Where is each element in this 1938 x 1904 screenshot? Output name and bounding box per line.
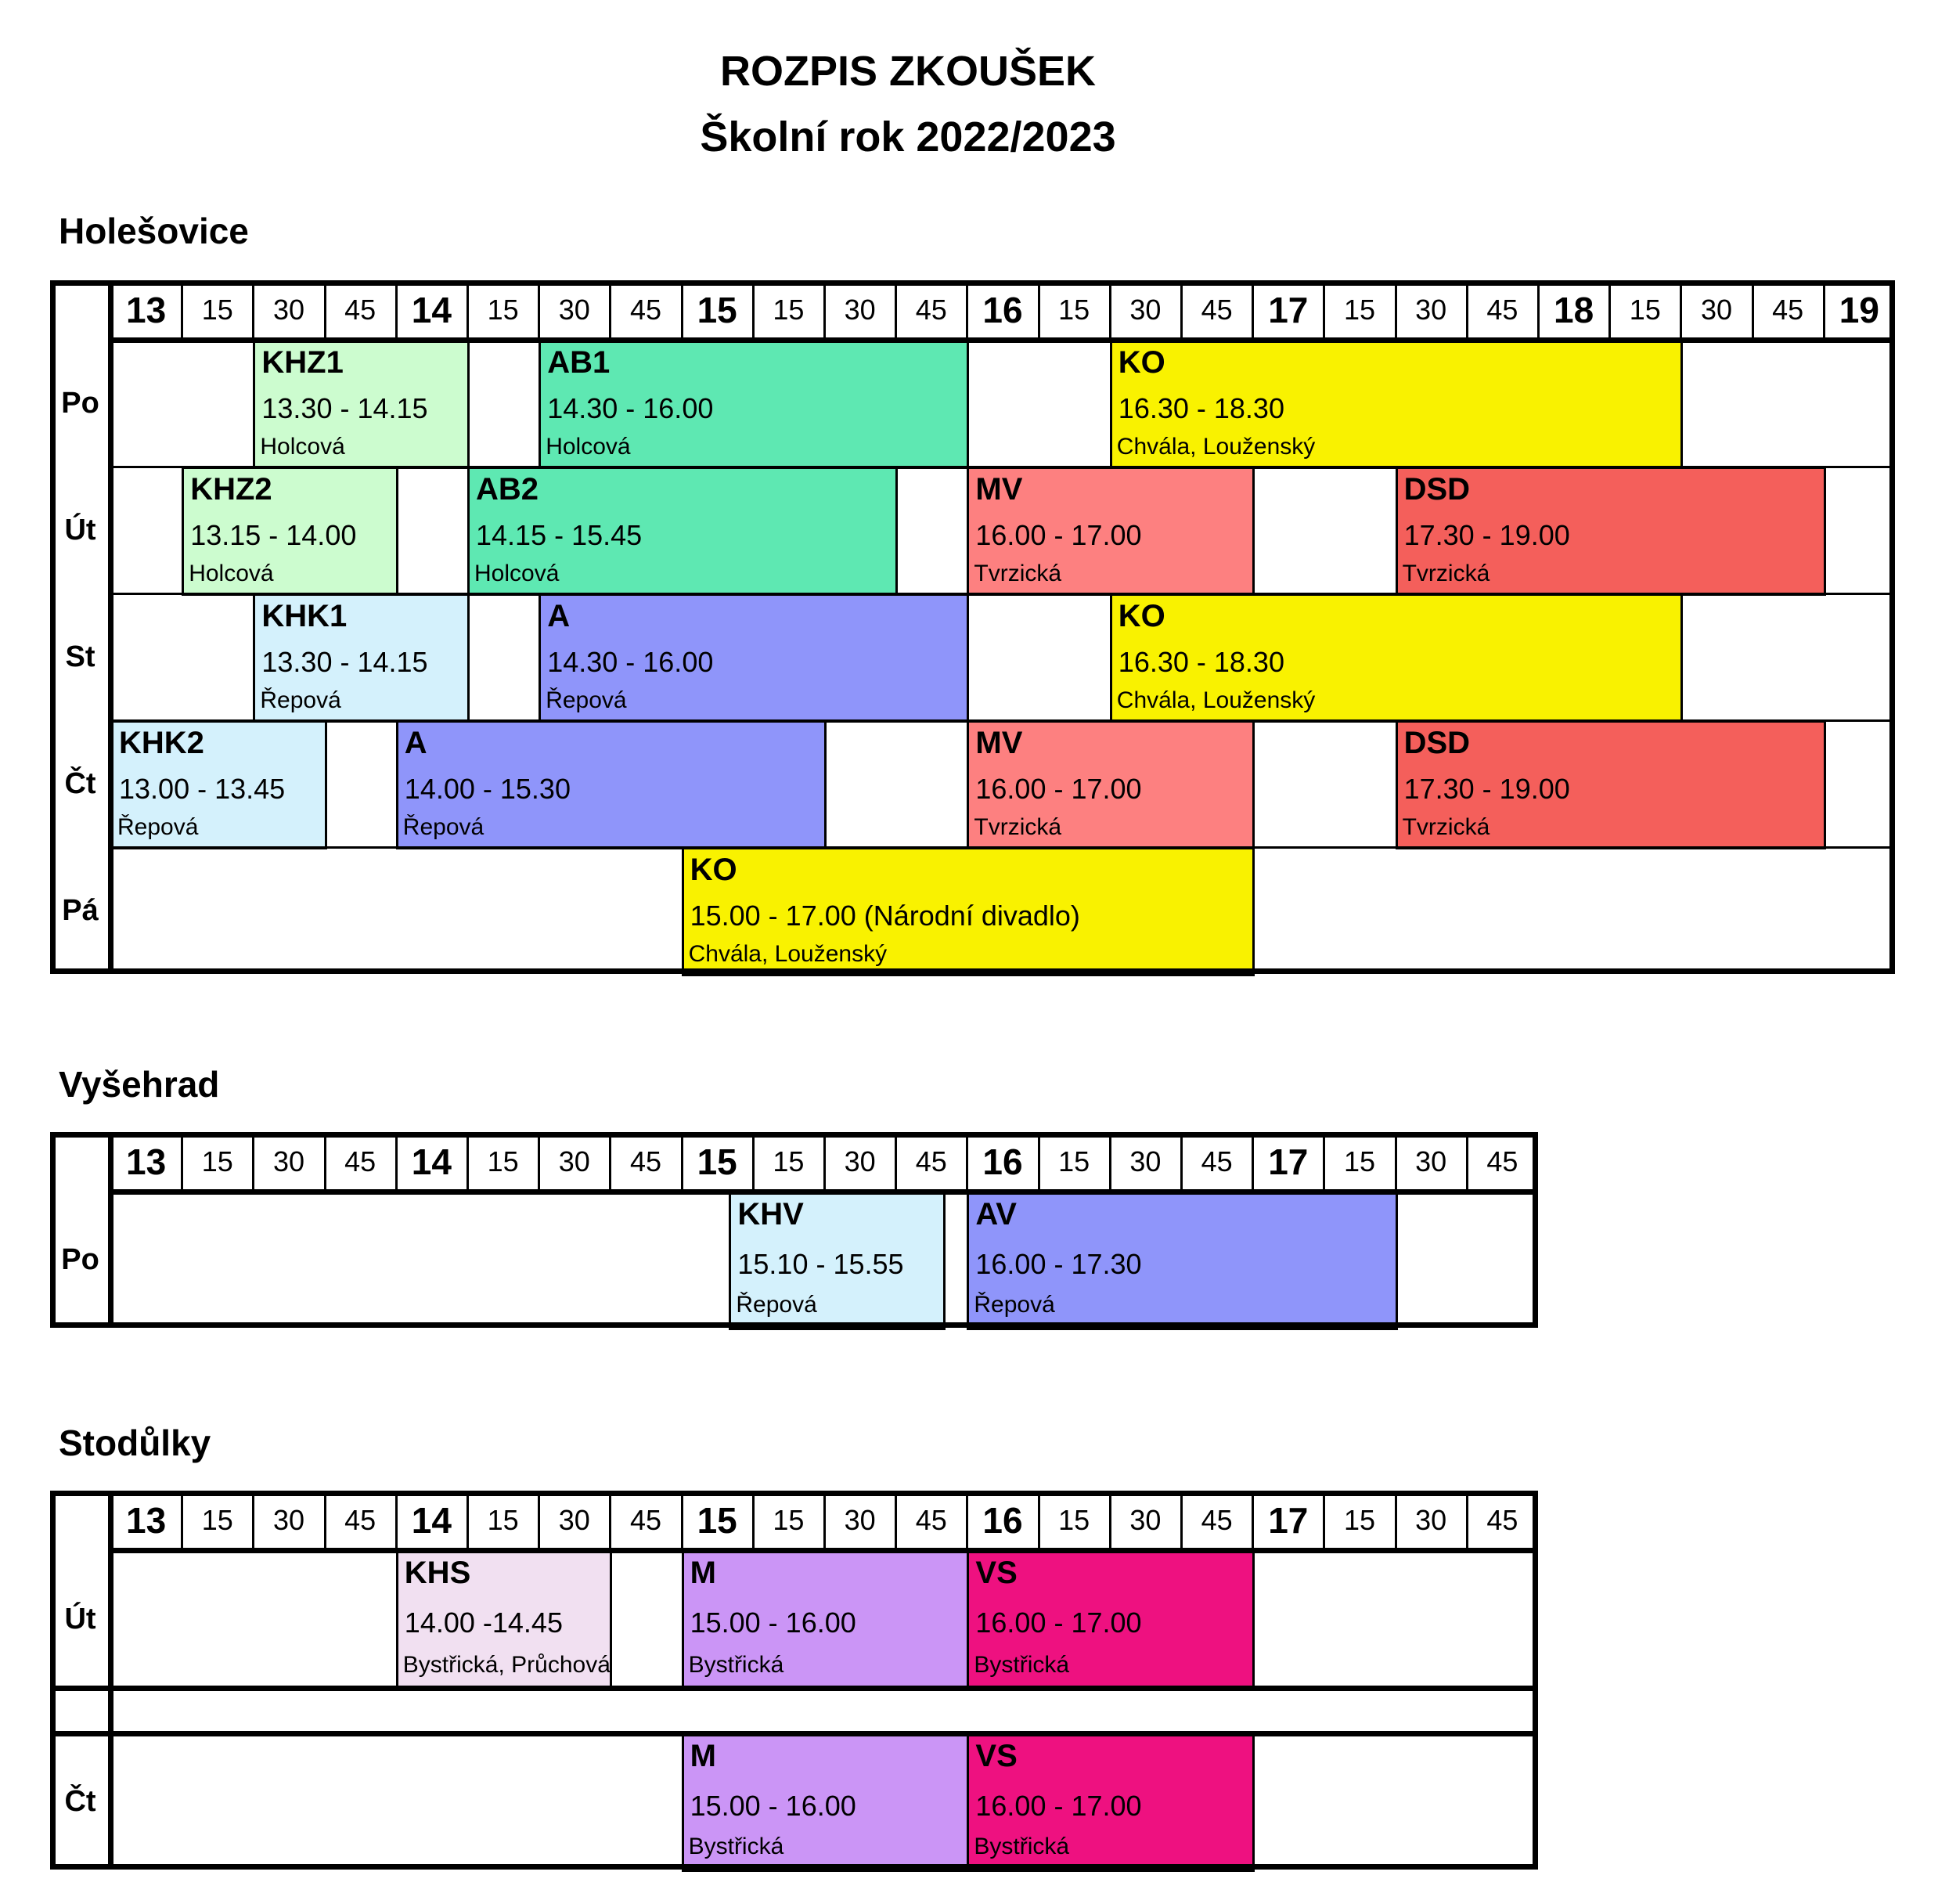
exam-teacher: Bystřická	[974, 1834, 1070, 1859]
exam-teacher: Tvrzická	[974, 561, 1062, 586]
time-tick-label: 16	[982, 290, 1023, 330]
time-tick-label: 15	[697, 1500, 737, 1541]
exam-teacher: Bystřická	[688, 1834, 784, 1859]
time-tick-label: 17	[1268, 1141, 1309, 1182]
schedule-grid-holesovice	[50, 280, 1895, 974]
day-label: Čt	[64, 766, 96, 800]
exam-teacher: Bystřická	[688, 1652, 784, 1678]
time-tick-label: 15	[1058, 1145, 1090, 1177]
day-label: Po	[61, 386, 99, 420]
time-tick-label: 45	[344, 1145, 376, 1177]
exam-time: 14.15 - 15.45	[476, 519, 643, 551]
time-tick-label: 45	[1201, 1504, 1233, 1536]
time-tick-label: 15	[773, 294, 805, 326]
time-tick-label: 14	[411, 290, 452, 330]
time-tick-label: 15	[697, 1141, 737, 1182]
exam-teacher: Řepová	[974, 1292, 1055, 1318]
time-tick-label: 30	[1415, 294, 1447, 326]
grid-frame	[50, 280, 1895, 974]
exam-teacher: Holcová	[260, 434, 345, 460]
exam-code: A	[404, 726, 427, 760]
exam-time: 15.00 - 17.00 (Národní divadlo)	[690, 900, 1080, 932]
exam-code: KO	[1118, 599, 1165, 633]
time-tick-label: 14	[411, 1141, 452, 1182]
schedule-grid-vysehrad	[50, 1132, 1538, 1328]
time-tick-label: 15	[697, 290, 737, 330]
exam-time: 15.00 - 16.00	[690, 1790, 856, 1822]
time-tick-label: 30	[558, 294, 590, 326]
time-tick-label: 30	[844, 294, 876, 326]
time-tick-label: 15	[1343, 1145, 1375, 1177]
exam-time: 13.00 - 13.45	[119, 773, 286, 805]
time-tick-label: 45	[915, 1504, 947, 1536]
exam-teacher: Bystřická, Průchová	[402, 1652, 611, 1678]
exam-time: 16.00 - 17.30	[975, 1248, 1142, 1280]
exam-teacher: Řepová	[736, 1292, 817, 1318]
time-tick-label: 15	[773, 1504, 805, 1536]
page-title: ROZPIS ZKOUŠEK	[719, 48, 1097, 95]
exam-code: KO	[1118, 345, 1165, 380]
time-tick-label: 30	[1700, 294, 1732, 326]
exam-code: AB2	[476, 472, 539, 507]
time-tick-label: 15	[1343, 1504, 1375, 1536]
time-tick-label: 45	[1486, 294, 1518, 326]
exam-teacher: Chvála, Louženský	[1116, 434, 1316, 460]
exam-time: 14.00 - 15.30	[404, 773, 571, 805]
time-tick-label: 15	[773, 1145, 805, 1177]
time-tick-label: 30	[272, 1145, 304, 1177]
exam-code: KHZ2	[190, 472, 272, 507]
exam-code: KHV	[737, 1197, 804, 1231]
section-title-vysehrad: Vyšehrad	[59, 1064, 220, 1105]
exam-time: 14.30 - 16.00	[547, 392, 714, 424]
time-tick-label: 30	[844, 1145, 876, 1177]
exam-time: 16.30 - 18.30	[1118, 646, 1284, 678]
exam-code: KHK1	[261, 599, 348, 633]
time-tick-label: 45	[915, 294, 947, 326]
exam-time: 15.10 - 15.55	[737, 1248, 904, 1280]
exam-time: 16.00 - 17.00	[975, 773, 1142, 805]
exam-code: M	[690, 1739, 716, 1773]
exam-time: 17.30 - 19.00	[1403, 519, 1570, 551]
exam-code: AV	[975, 1197, 1017, 1231]
time-tick-label: 45	[1772, 294, 1804, 326]
exam-code: KHS	[404, 1556, 471, 1590]
time-tick-label: 45	[629, 294, 661, 326]
exam-code: KHK2	[119, 726, 204, 760]
time-tick-label: 30	[1129, 1504, 1162, 1536]
time-tick-label: 16	[982, 1500, 1023, 1541]
time-tick-label: 15	[487, 1145, 519, 1177]
time-tick-label: 15	[1058, 294, 1090, 326]
time-tick-label: 15	[1629, 294, 1661, 326]
exam-time: 14.30 - 16.00	[547, 646, 714, 678]
time-tick-label: 15	[201, 1504, 233, 1536]
day-label: St	[65, 640, 95, 673]
time-tick-label: 30	[272, 1504, 304, 1536]
exam-code: VS	[975, 1739, 1018, 1773]
exam-teacher: Holcová	[189, 561, 274, 586]
time-tick-label: 45	[1486, 1145, 1518, 1177]
exam-time: 14.00 -14.45	[404, 1606, 563, 1639]
exam-time: 16.00 - 17.00	[975, 519, 1142, 551]
exam-code: AB1	[547, 345, 611, 380]
day-label: Út	[64, 513, 96, 546]
exam-teacher: Tvrzická	[974, 814, 1062, 840]
exam-teacher: Holcová	[474, 561, 560, 586]
time-tick-label: 30	[1129, 294, 1162, 326]
exam-time: 15.00 - 16.00	[690, 1606, 856, 1639]
exam-code: M	[690, 1556, 716, 1590]
time-tick-label: 30	[558, 1145, 590, 1177]
exam-time: 13.15 - 14.00	[190, 519, 357, 551]
time-tick-label: 30	[844, 1504, 876, 1536]
time-tick-label: 45	[1201, 294, 1233, 326]
exam-time: 16.00 - 17.00	[975, 1606, 1142, 1639]
section-title-holesovice: Holešovice	[59, 211, 249, 251]
day-label: Po	[61, 1242, 99, 1276]
time-tick-label: 13	[126, 1141, 167, 1182]
time-tick-label: 15	[487, 1504, 519, 1536]
time-tick-label: 17	[1268, 1500, 1309, 1541]
time-tick-label: 45	[629, 1504, 661, 1536]
exam-teacher: Chvála, Louženský	[688, 941, 888, 967]
time-tick-label: 30	[1415, 1145, 1447, 1177]
exam-teacher: Chvála, Louženský	[1116, 687, 1316, 713]
exam-time: 16.30 - 18.30	[1118, 392, 1284, 424]
exam-code: VS	[975, 1556, 1018, 1590]
time-tick-label: 45	[1486, 1504, 1518, 1536]
time-tick-label: 45	[915, 1145, 947, 1177]
exam-teacher: Tvrzická	[1402, 814, 1490, 840]
exam-code: KO	[690, 853, 737, 887]
time-tick-label: 30	[272, 294, 304, 326]
day-label	[50, 1688, 110, 1733]
exam-teacher: Řepová	[402, 814, 484, 840]
exam-code: DSD	[1403, 472, 1471, 507]
time-tick-label: 13	[126, 1500, 167, 1541]
time-tick-label: 15	[1058, 1504, 1090, 1536]
day-label: Čt	[64, 1784, 96, 1818]
time-tick-label: 15	[201, 294, 233, 326]
time-tick-label: 45	[1201, 1145, 1233, 1177]
day-label: Pá	[62, 893, 99, 927]
exam-time: 17.30 - 19.00	[1403, 773, 1570, 805]
grid-frame	[50, 1491, 1538, 1870]
exam-time: 16.00 - 17.00	[975, 1790, 1142, 1822]
time-tick-label: 30	[1129, 1145, 1162, 1177]
time-tick-label: 15	[1343, 294, 1375, 326]
schedule-grid-stodulky	[50, 1491, 1538, 1870]
day-label: Út	[64, 1602, 96, 1635]
exam-teacher: Řepová	[546, 687, 627, 713]
time-tick-label: 30	[558, 1504, 590, 1536]
exam-code: A	[547, 599, 571, 633]
exam-teacher: Řepová	[260, 687, 341, 713]
exam-teacher: Tvrzická	[1402, 561, 1490, 586]
time-tick-label: 16	[982, 1141, 1023, 1182]
exam-time: 13.30 - 14.15	[261, 392, 428, 424]
exam-code: KHZ1	[261, 345, 344, 380]
time-tick-label: 45	[344, 1504, 376, 1536]
exam-teacher: Řepová	[117, 814, 199, 840]
exam-code: DSD	[1403, 726, 1471, 760]
time-tick-label: 17	[1268, 290, 1309, 330]
exam-code: MV	[975, 472, 1023, 507]
exam-teacher: Holcová	[546, 434, 631, 460]
time-tick-label: 30	[1415, 1504, 1447, 1536]
exam-time: 13.30 - 14.15	[261, 646, 428, 678]
time-tick-label: 15	[201, 1145, 233, 1177]
time-tick-label: 45	[629, 1145, 661, 1177]
section-title-stodulky: Stodůlky	[59, 1423, 211, 1463]
time-tick-label: 13	[126, 290, 167, 330]
exam-code: MV	[975, 726, 1023, 760]
time-tick-label: 14	[411, 1500, 452, 1541]
time-tick-label: 45	[344, 294, 376, 326]
time-tick-label: 18	[1554, 290, 1594, 330]
time-tick-label: 19	[1839, 290, 1879, 330]
exam-teacher: Bystřická	[974, 1652, 1070, 1678]
page-subtitle: Školní rok 2022/2023	[700, 114, 1116, 160]
time-tick-label: 15	[487, 294, 519, 326]
